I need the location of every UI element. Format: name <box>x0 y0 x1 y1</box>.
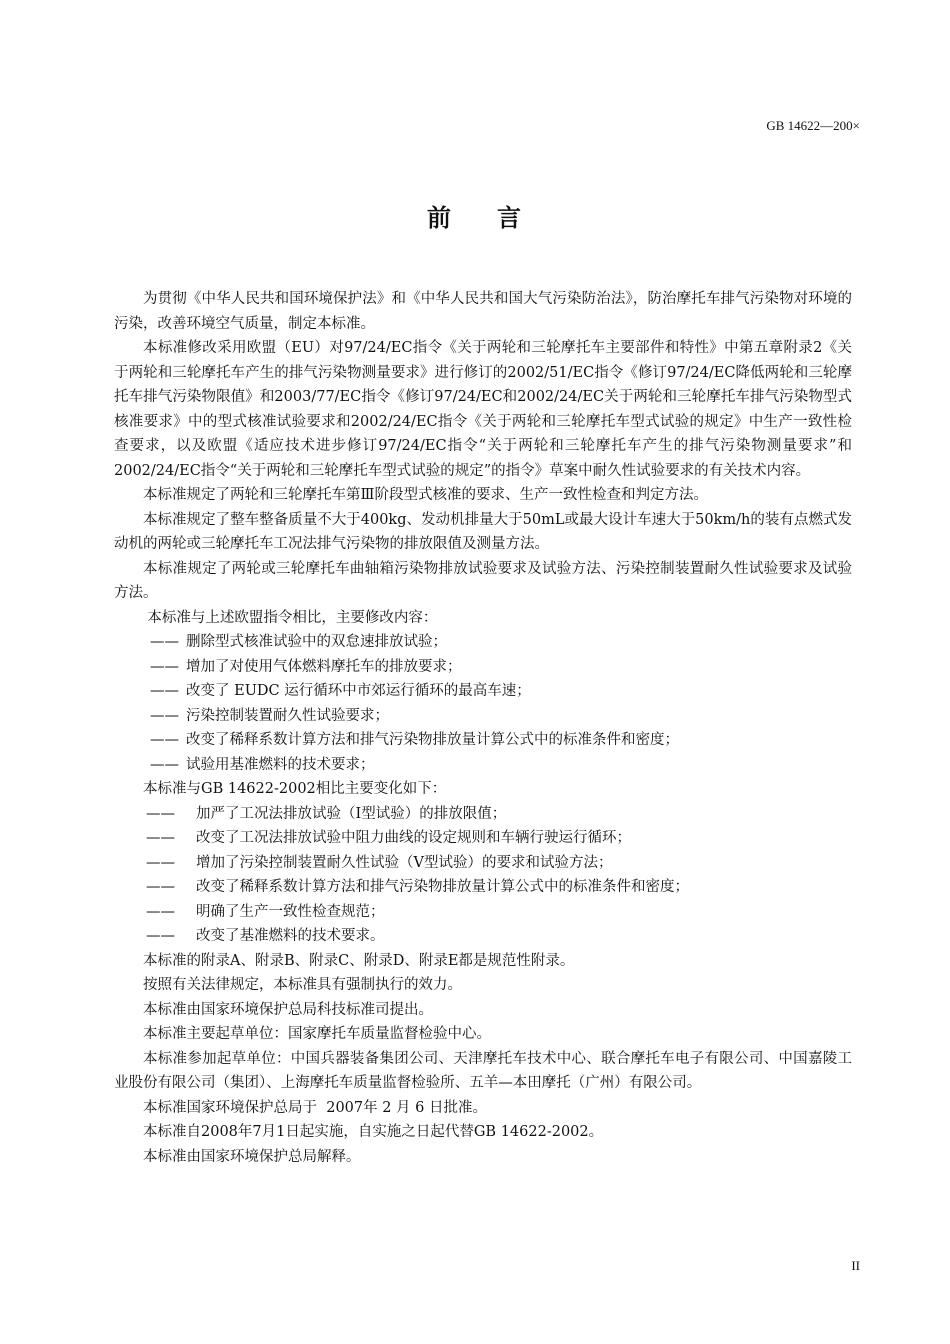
eu-changes-list <box>114 630 852 777</box>
list-item-text: 污染控制装置耐久性试验要求； <box>186 707 389 724</box>
list-item <box>114 728 852 753</box>
list-item-text: 改变了 EUDC 运行循环中市郊运行循环的最高车速； <box>186 683 531 699</box>
list-item-text: 加严了工况法排放试验（Ⅰ型试验）的排放限值； <box>196 805 507 822</box>
list-item <box>114 802 852 827</box>
list-dash: —— <box>150 658 179 675</box>
list-dash: —— <box>150 683 179 699</box>
paragraph: 本标准自2008年7月1日起实施，自实施之日起代替GB 14622-2002。 <box>143 1124 604 1140</box>
gb-changes-list <box>114 802 852 949</box>
list-item <box>114 826 852 851</box>
paragraph: 本标准规定了两轮和三轮摩托车第Ⅲ阶段型式核准的要求、生产一致性检查和判定方法。 <box>143 487 708 503</box>
list-dash: —— <box>146 854 175 871</box>
paragraph: 本标准的附录A、附录B、附录C、附录D、附录E都是规范性附录。 <box>143 952 575 969</box>
paragraph: 本标准规定了整车整备质量不大于400kg、发动机排量大于50mL或最大设计车速大于50km/h的装有点燃式发动机的两轮或三轮摩托车工况法排气污染物的排放限值及测量方法。 <box>114 511 852 552</box>
list-item <box>114 630 852 655</box>
list-item <box>114 655 852 680</box>
list-item-text: 试验用基准燃料的技术要求； <box>186 756 375 773</box>
list-dash: —— <box>146 830 175 846</box>
list-item <box>114 704 852 729</box>
list-item <box>114 900 852 925</box>
list-dash: —— <box>146 903 175 920</box>
paragraph: 按照有关法律规定，本标准具有强制执行的效力。 <box>143 977 462 993</box>
list-item-text: 改变了稀释系数计算方法和排气污染物排放量计算公式中的标准条件和密度； <box>196 879 689 895</box>
paragraph: 本标准国家环境保护总局于 2007年 2 月 6 日批准。 <box>143 1099 488 1116</box>
list-dash: —— <box>146 805 175 822</box>
paragraph: 本标准参加起草单位：中国兵器装备集团公司、天津摩托车技术中心、联合摩托车电子有限公司、中国嘉陵工业股份有限公司（集团）、上海摩托车质量监督检验所、五羊—本田摩托（广州）有限公司。 <box>114 1050 852 1091</box>
list-item <box>114 851 852 876</box>
foreword-body <box>114 287 852 1169</box>
list-dash: —— <box>150 634 179 650</box>
list-item-text: 增加了对使用气体燃料摩托车的排放要求； <box>186 658 462 675</box>
list-dash: —— <box>146 928 175 944</box>
standard-code: GB 14622—200× <box>766 118 860 133</box>
list-item <box>114 753 852 778</box>
paragraph: 本标准与GB 14622-2002相比主要变化如下： <box>143 781 447 797</box>
list-item-text: 删除型式核准试验中的双怠速排放试验； <box>186 634 447 650</box>
page-title <box>0 198 950 233</box>
paragraph: 本标准与上述欧盟指令相比，主要修改内容： <box>147 609 438 626</box>
list-dash: —— <box>150 756 179 773</box>
list-item-text: 增加了污染控制装置耐久性试验（Ⅴ型试验）的要求和试验方法； <box>196 854 613 871</box>
paragraph: 本标准由国家环境保护总局科技标准司提出。 <box>143 1001 433 1018</box>
list-dash: —— <box>150 732 179 748</box>
title-char-left: 前 <box>427 203 453 232</box>
paragraph: 本标准由国家环境保护总局解释。 <box>143 1148 361 1165</box>
paragraph: 为贯彻《中华人民共和国环境保护法》和《中华人民共和国大气污染防治法》，防治摩托车排气污染物对环境的污染，改善环境空气质量，制定本标准。 <box>114 291 852 332</box>
list-item <box>114 875 852 900</box>
list-dash: —— <box>146 879 175 895</box>
title-char-right: 言 <box>497 203 523 232</box>
page-number: II <box>851 1258 860 1273</box>
list-item-text: 改变了工况法排放试验中阻力曲线的设定规则和车辆行驶运行循环； <box>196 830 631 846</box>
list-item <box>114 679 852 704</box>
list-item-text: 改变了基准燃料的技术要求。 <box>196 928 385 944</box>
list-item-text: 改变了稀释系数计算方法和排气污染物排放量计算公式中的标准条件和密度； <box>186 732 679 748</box>
list-dash: —— <box>150 707 179 724</box>
list-item <box>114 924 852 949</box>
paragraph: 本标准规定了两轮或三轮摩托车曲轴箱污染物排放试验要求及试验方法、污染控制装置耐久性试验要求及试验方法。 <box>114 560 852 601</box>
paragraph: 本标准修改采用欧盟（EU）对97/24/EC指令《关于两轮和三轮摩托车主要部件和特性》中第五章附录2《关于两轮和三轮摩托车产生的排气污染物测量要求》进行修订的2002/51/EC指令《修订97/24/EC降低两轮和三轮摩托车排气污染物限值》和2003/77/EC指令《修订97/24/EC和2002/24/EC关于两轮和三轮摩托车排气污染物型式核准要求》中的型式核准试验要求和2002/24/EC指令《关于两轮和三轮摩托车型式试验的规定》中生产一致性检查要求，以及欧盟《适应技术进步修订97/24/EC指令“关于两轮和三轮摩托车产生的排气污染物测量要求”和2002/24/EC指令“关于两轮和三轮摩托车型式试验的规定”的指令》草案中耐久性试验要求的有关技术内容。 <box>114 340 852 479</box>
list-item-text: 明确了生产一致性检查规范； <box>196 903 385 920</box>
paragraph: 本标准主要起草单位：国家摩托车质量监督检验中心。 <box>143 1026 491 1042</box>
